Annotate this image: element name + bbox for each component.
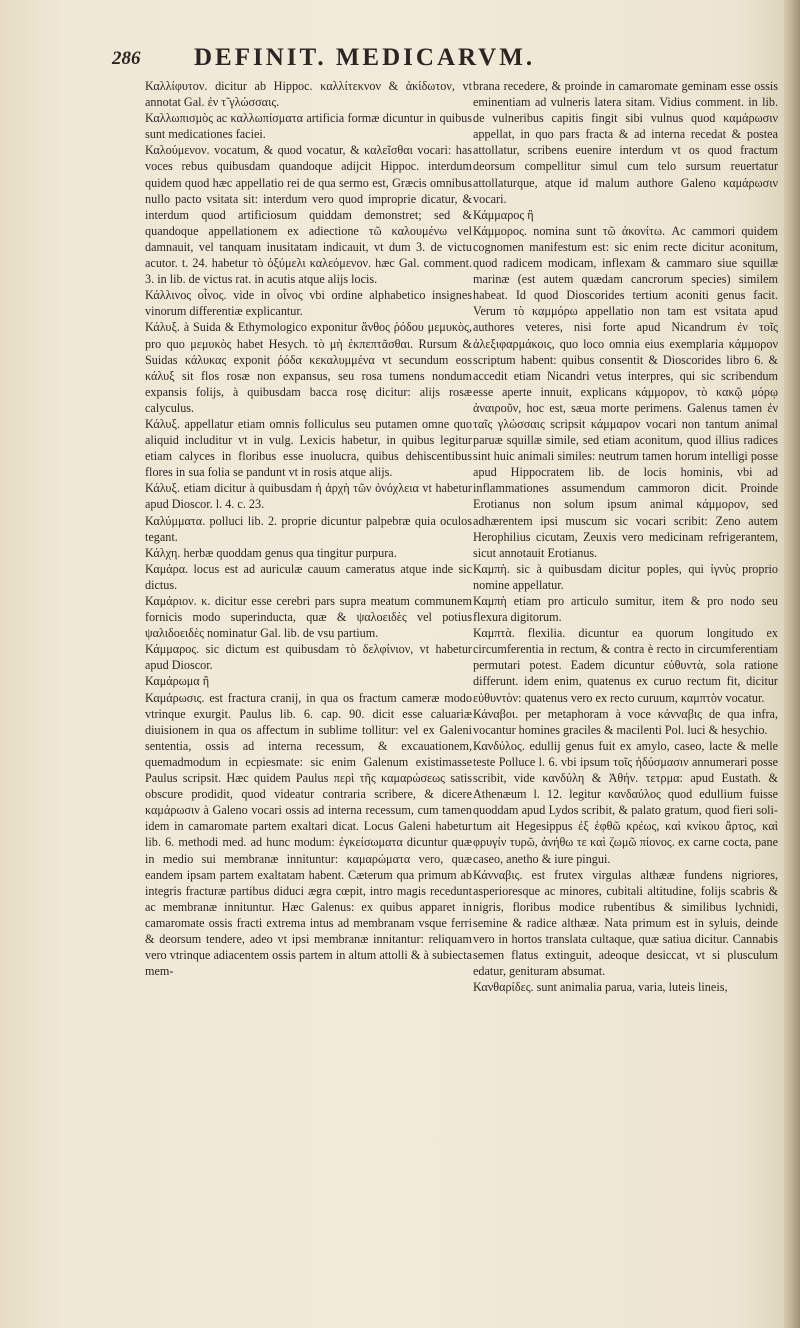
entry-paragraph: Κανδύλος. edullij genus fuit ex amylo, caseo, lacte & melle teste Polluce l. 6. vbi ipsum τοῖς ἡδύσμασιν annumerari posse scribit, vide κανδύλη & Ἀθήν. τετρμα: apud Eustath. & Athenæum l. 12. legitur κανδαύλος quod edullium fuisse quoddam apud Lydos scribit, & palato gratum, quod fieri soli-tum ait Hegesippus ἐξ ἑφθῶ κρέως, καὶ κνίκου ἄρτος, καὶ φρυγίν τυρῶ, ἀνήθω τε καὶ ζωμῶ πίονος. ex carne cocta, pane caseo, anetho & iure pingui.: [473, 738, 778, 866]
entry-paragraph: Καμπτὰ. flexilia. dicuntur ea quorum longitudo ex circumferentia in rectum, & contra è recto in circumferentiam permutari potest. Eadem dicuntur εὐθυντὰ, sola ratione differunt. idem enim, quatenus ex curuo rectum fit, dicitur εὐθυντὸν: quatenus vero ex recto curuum, καμπτὸν vocatur.: [473, 626, 778, 705]
entry-paragraph: Κάμμαρος. sic dictum est quibusdam τὸ δελφίνιον, vt habetur apud Dioscor.: [145, 642, 472, 673]
entry-paragraph: Καμπὴ etiam pro articulo sumitur, item & pro nodo seu flexura digitorum.: [473, 594, 778, 625]
entry-paragraph: brana recedere, & proinde in camaromate geminam esse ossis eminentiam ad vulneris latera sitam. Vidius comment. in lib. de vulneribus capitis fingit sibi vulnus quod καμάρωσιν appellat, in quo pars fracta & ad interna recedat & postea attollatur, scribens euenire interdum vt os quod fractum deorsum compellitur simul cum telo sursum reuertatur attollaturque, atque id malum authore Galeno καμάρωσιν vocari.: [473, 79, 778, 206]
entry-paragraph: Κάλυξ. etiam dicitur à quibusdam ἡ ἀρχὴ τῶν ὀνόχλεια vt habetur apud Dioscor. l. 4. c. 23.: [145, 481, 472, 512]
entry-paragraph: Κάλυξ. appellatur etiam omnis folliculus seu putamen omne quo aliquid includitur vt in vulg. Lexicis habetur, in quibus legitur etiam calyces in floribus esse inuolucra, quibus dehiscentibus flores in sua folia se pandunt vt in rosis atque alijs.: [145, 416, 472, 480]
entry-paragraph: Καλλίφυτον. dicitur ab Hippoc. καλλίτεκνον & ἀκίδωτον, vt annotat Gal. ἐν τ̃ γλώσσαις.: [145, 79, 472, 110]
entry-paragraph: Κανθαρίδες. sunt animalia parua, varia, luteis lineis,: [473, 980, 728, 995]
page-header: [112, 44, 772, 74]
entry-paragraph: Κάνναβις. est frutex virgulas althææ fundens nigriores, asperioresque ac minores, cubitali altitudine, folijs scabris & nigris, floribus modice rubentibus & similibus lychnidi, semine & radice althææ. Nata primum est in syluis, deinde vero in hortos translata cultaque, quæ satiua dicitur. Cannabis semen flatus extinguit, adeoque desiccat, vt si plusculum edatur, genituram absumat.: [473, 867, 778, 979]
book-spine: [784, 0, 800, 1328]
entry-paragraph: Κάναβοι. per metaphoram à voce κάνναβις de qua infra, vocantur homines graciles & macilenti Pol. luci & hesychio.: [473, 706, 778, 737]
entry-paragraph: Καλύμματα. polluci lib. 2. proprie dicuntur palpebræ quia oculos tegant.: [145, 513, 472, 544]
entry-paragraph: Καλλωπισμὸς ac καλλωπίσματα artificia formæ dicuntur in quibus sunt medicationes faciei.: [145, 111, 472, 142]
entry-paragraph: Κάμμαρος ἢ: [473, 207, 534, 222]
entry-paragraph: Καμάρα. locus est ad auriculæ cauum cameratus atque inde sic dictus.: [145, 561, 472, 592]
running-title: DEFINIT. MEDICARVM.: [194, 44, 536, 71]
entry-paragraph: Κάλλινος οἶνος. vide in οἶνος vbi ordine alphabetico insignes vinorum differentiæ explicantur.: [145, 288, 472, 319]
right-column: [473, 78, 778, 995]
entry-paragraph: Καμάριον. κ. dicitur esse cerebri pars supra meatum communem fornicis modo superinducta, quæ & ψαλοειδὲς vel potius ψαλιδοειδὲς nominatur Gal. lib. de vsu partium.: [145, 594, 472, 641]
entry-paragraph: Καμπὴ. sic à quibusdam dicitur poples, qui ἰγνὺς proprio nomine appellatur.: [473, 561, 778, 592]
entry-paragraph: Κάμμορος. nomina sunt τῶ ἀκονίτω. Ac cammori quidem cognomen manifestum est: sic enim recte dicitur aconitum, quod radicem modicam, inflexam & cammaro siue squillæ marinæ (est autem quædam cancrorum species) similem habeat. Id quod Dioscorides tertium aconiti genus facit. Verum τὸ καμμόρω appellatio non tam est vsitata apud authores veteres, nisi forte apud Nicandrum ἐν τοῖς ἀλεξιφαρμάκοις, quo loco omnia eius exemplaria κάμμορον scriptum habent: quibus consentit & Dioscorides libro 6. & accedit etiam Nicandri vetus interpres, qui sic scribendum esse aperte innuit, explicans κάμμορον, τὸ κακῷ μόρῳ ἀναιροῦν, hoc est, sæua morte perimens. Galenus tamen ἐν ταῖς γλώσσαις scripsit κάμμαρον vocari non tantum animal paruæ squillæ simile, sed etiam aconitum, quod illius radices sint huic animali similes: neutrum tamen horum intelligi posse apud Hippocratem lib. de locis hominis, vbi ad inflammationes assumendum cammoron dicit. Proinde Erotianus non solum ipsum animal κάμμορον, sed adhærentem ipsi muscum sic vocari scribit: Zeno autem Herophilius cicutam, Zeuxis vero medicinam refrigerantem, sicut annotauit Erotianus.: [473, 223, 778, 560]
entry-paragraph: Καμάρωμα ἢ: [145, 674, 210, 689]
left-column: [145, 78, 472, 979]
entry-paragraph: Κάλχη. herbæ quoddam genus qua tingitur purpura.: [145, 545, 397, 560]
page-number: 286: [112, 48, 141, 69]
entry-paragraph: Καμάρωσις. est fractura cranij, in qua os fractum cameræ modo vtrinque exurgit. Paulus lib. 6. cap. 90. dicit esse caluariæ diuisionem in qua os affectum in sublime tollitur: vel ex Galeni sententia, ossis ad interna recessum, & excauationem, quemadmodum in ecpiesmate: sic enim Galenum existimasse Paulus scripsit. Hæc quidem Paulus περὶ τῆς καμαρώσεως satis obscure prodidit, quod videatur contraria scribere, & dicere καμάρωσιν à Galeno vocari ossis ad interna recessum, cum tamen idem in camaromate partem exaltari dicat. Locus Galeni habetur lib. 6. methodi med. ad hunc modum: ἐγκείσωματα dicuntur quæ in medio sui membranæ innituntur: καμαρώματα vero, quæ eandem ipsam partem exaltatam habent. Cæterum qua primum ab integris fracturæ partibus diduci ægra cœpit, intro magis recedunt ac membranæ innituntur. Hæc Galenus: ex quibus apparet in camaromate ossis fracti extrema intus ad membranam vsque ferri & deorsum tendere, adeo vt ipsi membranæ innitantur: reliquam vero vtrinque adiacentem ossis partem in altum attolli & à subiecta mem-: [145, 690, 472, 979]
entry-paragraph: Καλούμενον. vocatum, & quod vocatur, & καλεῖσθαι vocari: has voces rebus quibusdam quandoque adijcit Hippoc. interdum quidem quod hæc appellatio rei de qua sermo est, Græcis omnibus nullo pacto vsitata sit: interdum vero quod improprie dicatur, & interdum quod artificiosum quiddam demonstret; sed & quandoque appellationem ex adiectione τῶ καλουμένω vel damnauit, vel tanquam inusitatam indicauit, vt dum 3. de victu acutor. t. 24. habetur τὸ ὀξύμελι καλεόμενον. hæc Gal. comment. 3. in lib. de victus rat. in acutis atque alijs locis.: [145, 143, 472, 287]
entry-paragraph: Κάλυξ. à Suida & Ethymologico exponitur ἄνθος ῥόδου μεμυκὸς, pro quo μεμυκὸς habet Hesych. τὸ μὴ ἐκπεπτᾶσθαι. Rursum & Suidas κάλυκας exponit ῥόδα κεκαλυμμένα vt secundum eos κάλυξ sit flos rosæ non expansus, seu rosa tumens nondum expansis folijs, à quibusdam bacca rosę dicitur: alijs rosæ calyculus.: [145, 320, 472, 415]
